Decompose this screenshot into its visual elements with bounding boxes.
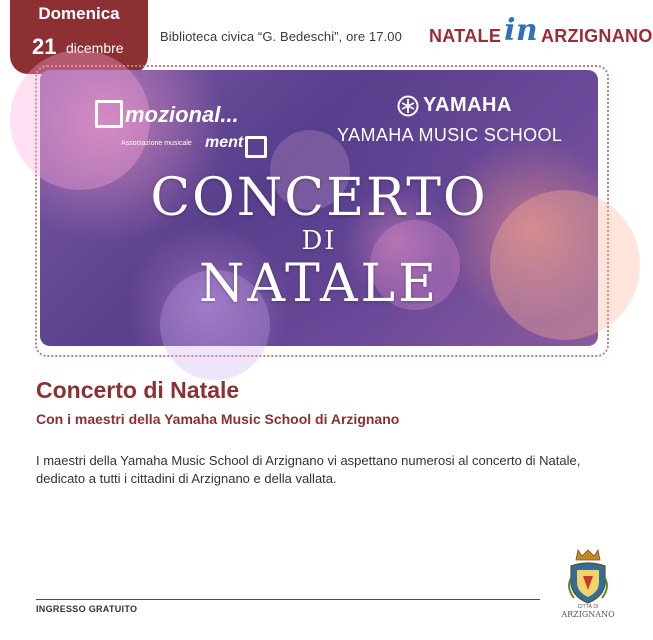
emozional-subtitle: Associazione musicale [121, 140, 192, 147]
concert-poster [40, 70, 598, 346]
emozional-text: mozional... [125, 102, 239, 127]
event-title: Concerto di Natale [36, 377, 240, 403]
date-number: 21 [32, 34, 57, 59]
date-day: Domenica [38, 4, 120, 23]
crest-label-bottom: ARZIGNANO [561, 610, 615, 619]
yamaha-name: YAMAHA [423, 94, 512, 116]
city-crest-icon [568, 548, 608, 606]
brand-arzignano: ARZIGNANO [540, 26, 653, 46]
venue-time: Biblioteca civica “G. Bedeschi”, ore 17.00 [160, 29, 402, 44]
footer-divider [36, 599, 540, 600]
emozionalmente-logo [95, 98, 285, 158]
yamaha-logo [337, 94, 567, 146]
poster-title-line2: DI [301, 226, 337, 256]
yamaha-school: YAMAHA MUSIC SCHOOL [337, 125, 563, 145]
event-subtitle: Con i maestri della Yamaha Music School di Arzignano [36, 411, 400, 427]
crest-label-top: CITTÀ DI [577, 604, 599, 610]
yamaha-tuning-fork-icon [397, 95, 419, 117]
free-entry-label: INGRESSO GRATUITO [36, 604, 138, 614]
brand-natale: NATALE [429, 26, 502, 46]
date-month: dicembre [66, 40, 124, 56]
emozional-ment: ment [205, 134, 244, 151]
poster-title-line1: CONCERTO [150, 168, 488, 228]
brand-in: in [504, 13, 538, 48]
crest-label [560, 604, 616, 619]
poster-title [40, 170, 598, 312]
natale-in-arzignano-logo [429, 13, 653, 48]
poster-title-line3: NATALE [198, 254, 440, 314]
event-description: I maestri della Yamaha Music School di Arzignano vi aspettano numerosi al concerto di Natale, dedicato a tutti i cittadini di Arzignano e della vallata. [36, 453, 581, 486]
